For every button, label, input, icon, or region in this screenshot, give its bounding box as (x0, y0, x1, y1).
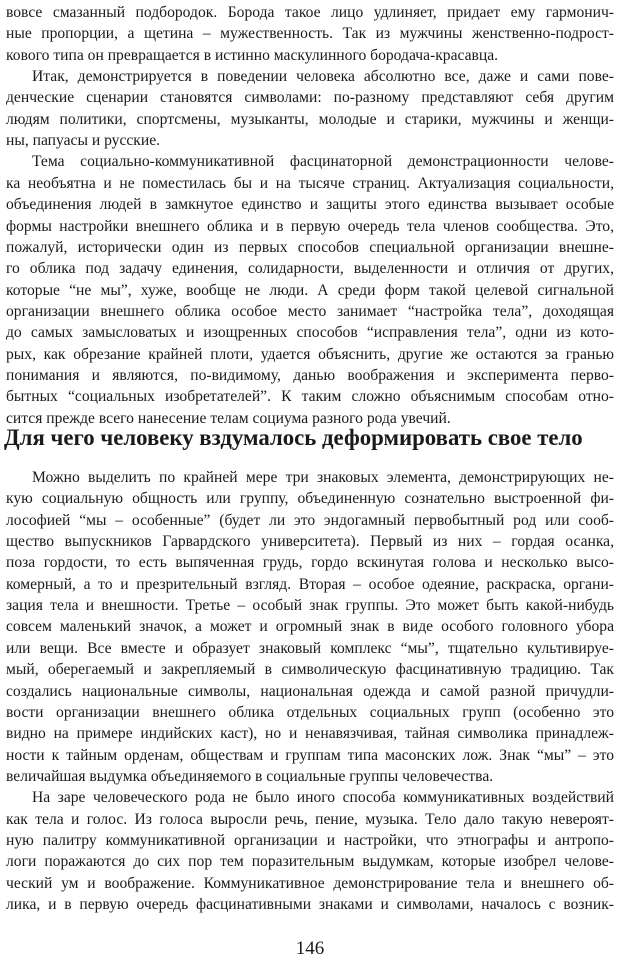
text-line: видно на примере индийских каст), но и ненавязчивая, тайная символика принадлеж- (6, 725, 614, 743)
text-line: совсем маленький значок, а может и огромный знак в виде особого головного убора (6, 618, 614, 636)
text-line: ности к тайным орденам, обществам и группам типа масонских лож. Знак “мы” – это (6, 746, 614, 764)
text-line: ка необъятна и не поместилась бы и на тысяче страниц. Актуализация социальности, (6, 174, 614, 192)
text-line: которые “не мы”, хуже, вообще не люди. А среди форм такой целевой сигнальной (6, 281, 614, 299)
text-line: пожалуй, исторически один из первых способов специальной организации внешне- (6, 238, 614, 256)
text-line: бытных “социальных изобретателей”. К таким сложно объяснимым способам отно- (6, 388, 614, 406)
section-heading: Для чего человеку вздумалось деформировать свое тело (4, 425, 583, 450)
text-line: мый, оберегаемый и закрепляемый в символическую фасцинативную традицию. Так (6, 661, 614, 679)
text-line: рых, как обрезание крайней плоти, удается объяснить, другие же остаются за гранью (6, 345, 614, 363)
text-line: объединения людей в замкнутое единство и защиты этого единства вызывает особые (6, 196, 614, 214)
text-line: величайшая выдумка объединяемого в социальные группы человечества. (6, 767, 494, 785)
text-line: до самых замысловатых и изощренных способов “исправления тела”, одни из кото- (6, 324, 614, 342)
text-line: Итак, демонстрируется в поведении человека абсолютно все, даже и сами пове- (32, 68, 614, 86)
text-line: ны, папуасы и русские. (6, 132, 161, 150)
text-line: лософией “мы – особенные” (будет ли это эндогамный первобытный род или сооб- (6, 511, 614, 529)
text-line: Тема социально-коммуникативной фасцинаторной демонстрационности челове- (32, 153, 614, 171)
text-line: или вещи. Все вместе и образует знаковый комплекс “мы”, тщательно культивируе- (6, 639, 614, 657)
text-line: поза гордости, то есть выпяченная грудь, гордо вскинутая голова и несколько высо- (6, 554, 614, 572)
text-line: кового типа он превращается в истинно маскулинного бородача-красавца. (6, 46, 499, 64)
text-line: го облика под задачу единения, солидарности, выделенности и отличия от других, (6, 260, 614, 278)
text-line: ную палитру коммуникативной организации и настройки, что этнографы и антропо- (6, 831, 614, 849)
text-line: денческие сценарии становятся символами: по-разному представляют себя другим (6, 89, 614, 107)
page-number: 146 (295, 938, 325, 959)
text-line: щество выпускников Гарвардского университета). Первый из них – гордая осанка, (6, 533, 614, 551)
text-line: ческий ум и воображение. Коммуникативное демонстрирование тела и внешнего об- (6, 874, 614, 892)
text-line: понимания и являются, по-видимому, данью воображения и эксперимента перво- (6, 366, 614, 384)
text-line: логи поражаются до сих пор тем поразительным выдумкам, которые изобрел челове- (6, 853, 614, 871)
text-line: Можно выделить по крайней мере три знаковых элемента, демонстрирующих не- (32, 469, 614, 486)
text-line: людям политики, спортсмены, музыканты, молодые и старики, мужчины и женщи- (6, 110, 614, 128)
text-line: организации внешнего облика особое место занимает “настройка тела”, доходящая (6, 302, 614, 320)
text-line: зация тела и внешности. Третье – особый знак группы. Это может быть какой-нибудь (6, 597, 614, 615)
text-line: как тела и голос. Из голоса выросли речь, пение, музыка. Тело дало такую невероят- (6, 810, 614, 828)
text-line: лика, и в первую очередь фасцинативными знаками и символами, началось с возник- (6, 896, 614, 913)
text-line: создались национальные символы, национальная одежда и самой разной причудли- (6, 682, 614, 700)
text-line: кую социальную общность или группу, объединенную сознательно выстроенной фи- (6, 490, 614, 508)
text-line: сится прежде всего нанесение телам социума разного рода увечий. (6, 409, 451, 427)
text-line: вовсе смазанный подбородок. Борода такое лицо удлиняет, придает ему гармонич- (6, 4, 614, 21)
text-line: формы настройки внешнего облика и в первую очередь тела членов сообщества. Это, (6, 217, 614, 235)
text-line: ные пропорции, а щетина – мужественность. Так из мужчины женственно-подрост- (6, 25, 614, 43)
text-line: вости организации внешнего облика отдельных социальных групп (особенно это (6, 703, 614, 721)
text-line: комерный, а то и презрительный взгляд. Вторая – особое одеяние, раскраска, органи- (6, 575, 614, 593)
text-line: На заре человеческого рода не было иного способа коммуникативных воздействий (32, 789, 614, 807)
